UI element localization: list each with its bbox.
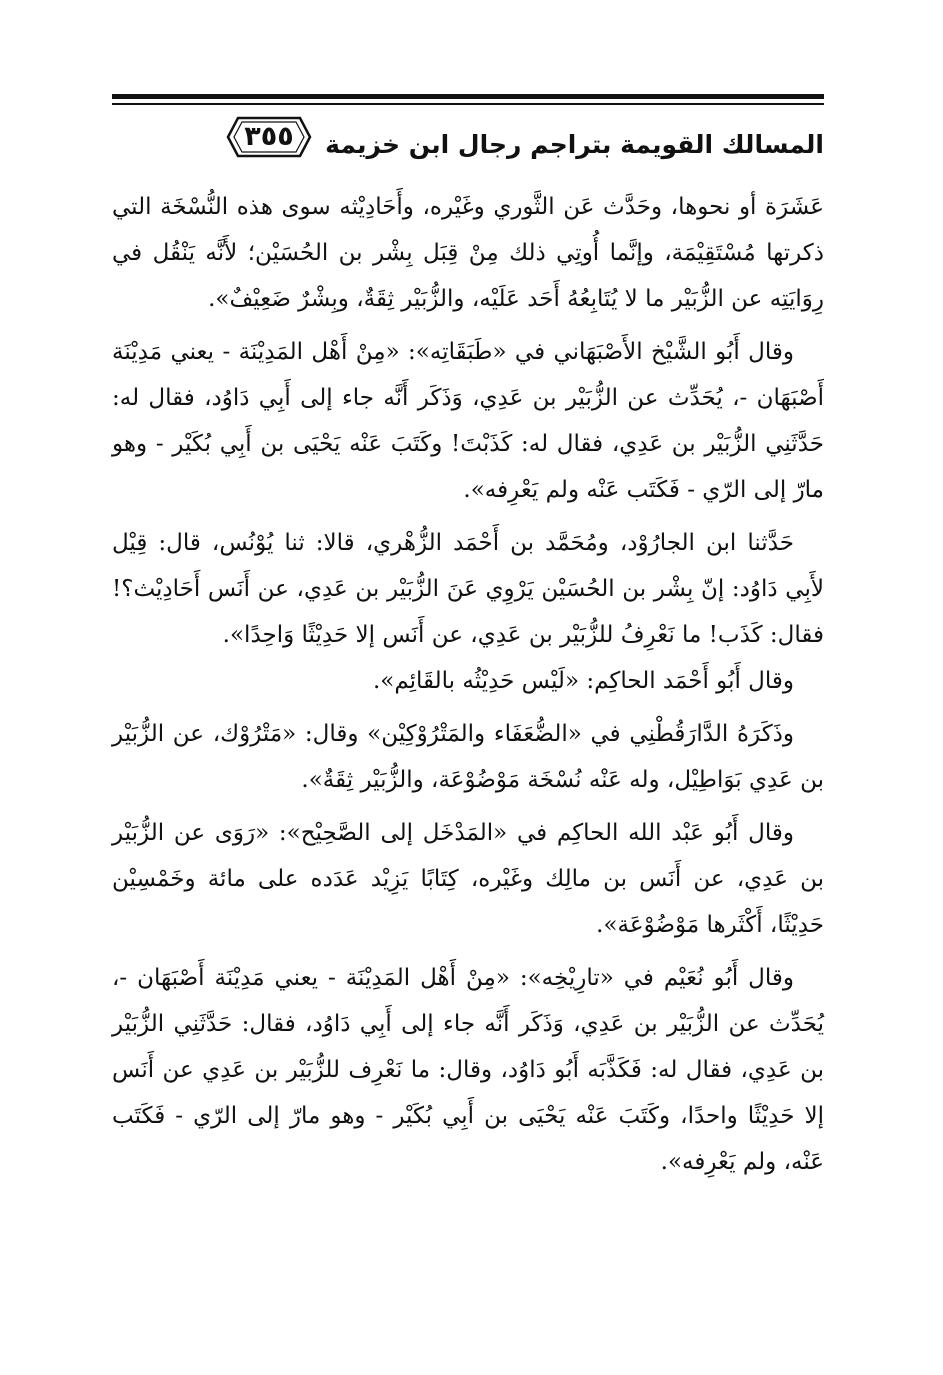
paragraph-abu-al-shaykh: وقال أَبُو الشَّيْخ الأَصْبَهَاني في «طَبَقَاتِه»: «مِنْ أَهْل المَدِيْنَة - يعني مَدِيْنَة أَصْبَهَان -، يُحَدِّث عن الزُّبَيْر بن عَدِي، وَذَكَر أَنَّه جاء إلى أَبِي دَاوُد، فقال له: حَدَّثَنِي الزُّبَيْر بن عَدِي، فقال له: كَذَبْتَ! وكَتَبَ عَنْه يَحْيَى بن أَبِي بُكَيْر - وهو مارّ إلى الرّي - فَكَتَب عَنْه ولم يَعْرِفه».	[112, 339, 824, 503]
page-number: ٣٥٥	[244, 121, 294, 152]
paragraph-abu-nuaym: وقال أَبُو نُعَيْم في «تارِيْخِه»: «مِنْ أَهْل المَدِيْنَة - يعني مَدِيْنَة أَصْبَهَان -، يُحَدِّث عن الزُّبَيْر بن عَدِي، وَذَكَر أَنَّه جاء إلى أَبِي دَاوُد، فقال: حَدَّثَنِي الزُّبَيْر بن عَدِي، فقال له: فَكَذَّبَه أَبُو دَاوُد، وقال: ما نَعْرِف للزُّبَيْر بن عَدِي عن أَنَس إلا حَدِيْثًا واحدًا، وكَتَبَ عَنْه يَحْيَى بن أَبِي بُكَيْر - وهو مارّ إلى الرّي - فَكَتَب عَنْه، ولم يَعْرِفه».	[112, 965, 824, 1175]
paragraph-abu-ahmad-al-hakim: وقال أَبُو أَحْمَد الحاكِم: «لَيْس حَدِيْثُه بالقَائِم».	[372, 668, 794, 694]
page-number-badge	[224, 112, 314, 162]
paragraph-ibn-al-jarud: حَدَّثنا ابن الجارُوْد، ومُحَمَّد بن أَحْمَد الزُّهْري، قالا: ثنا يُوْنُس، قال: قِيْل لأَبِي دَاوُد: إنّ بِشْر بن الحُسَيْن يَرْوِي عَنَ الزُّبَيْر بن عَدِي، عن أَنَس أَحَادِيْث؟! فقال: كَذَب! ما نَعْرِفُ للزُّبَيْر بن عَدِي، عن أَنَس إلا حَدِيْثًا وَاحِدًا».	[112, 530, 824, 648]
paragraph-continuation: عَشَرَة أو نحوها، وحَدَّث عَن الثَّوري وغَيْره، وأَحَادِيْثه سوى هذه النُّسْخَة التي ذكرتها مُسْتَقِيْمَة، وإنَّما أُوتِي ذلك مِنْ قِبَل بِشْر بن الحُسَيْن؛ لأَنَّه يَنْقُل في رِوَايَتِه عن الزُّبَيْر ما لا يُتَابِعُهُ أَحَد عَلَيْه، والزُّبَيْر ثِقَةٌ، وبِشْرٌ ضَعِيْفٌ».	[112, 194, 824, 312]
main-text	[112, 184, 824, 1185]
running-title: المسالك القويمة بتراجم رجال ابن خزيمة	[325, 130, 824, 159]
paragraph-daraqutni: وذَكَرَهُ الدَّارَقُطْنِي في «الضُّعَفَاء والمَتْرُوْكِيْن» وقال: «مَتْرُوْك، عن الزُّبَيْر بن عَدِي بَوَاطِيْل، وله عَنْه نُسْخَة مَوْضُوْعَة، والزُّبَيْر ثِقَةٌ».	[112, 721, 824, 793]
page-header	[112, 94, 824, 186]
header-rule-thick	[112, 94, 824, 99]
header-rule-thin	[112, 103, 824, 105]
paragraph-al-hakim-madkhal: وقال أَبُو عَبْد الله الحاكِم في «المَدْخَل إلى الصَّحِيْح»: «رَوَى عن الزُّبَيْر بن عَدِي، عن أَنَس بن مالِك وغَيْره، كِتَابًا يَزِيْد عَدَده على مائة وخَمْسِيْن حَدِيْثًا، أَكْثَرها مَوْضُوْعَة».	[112, 820, 824, 938]
